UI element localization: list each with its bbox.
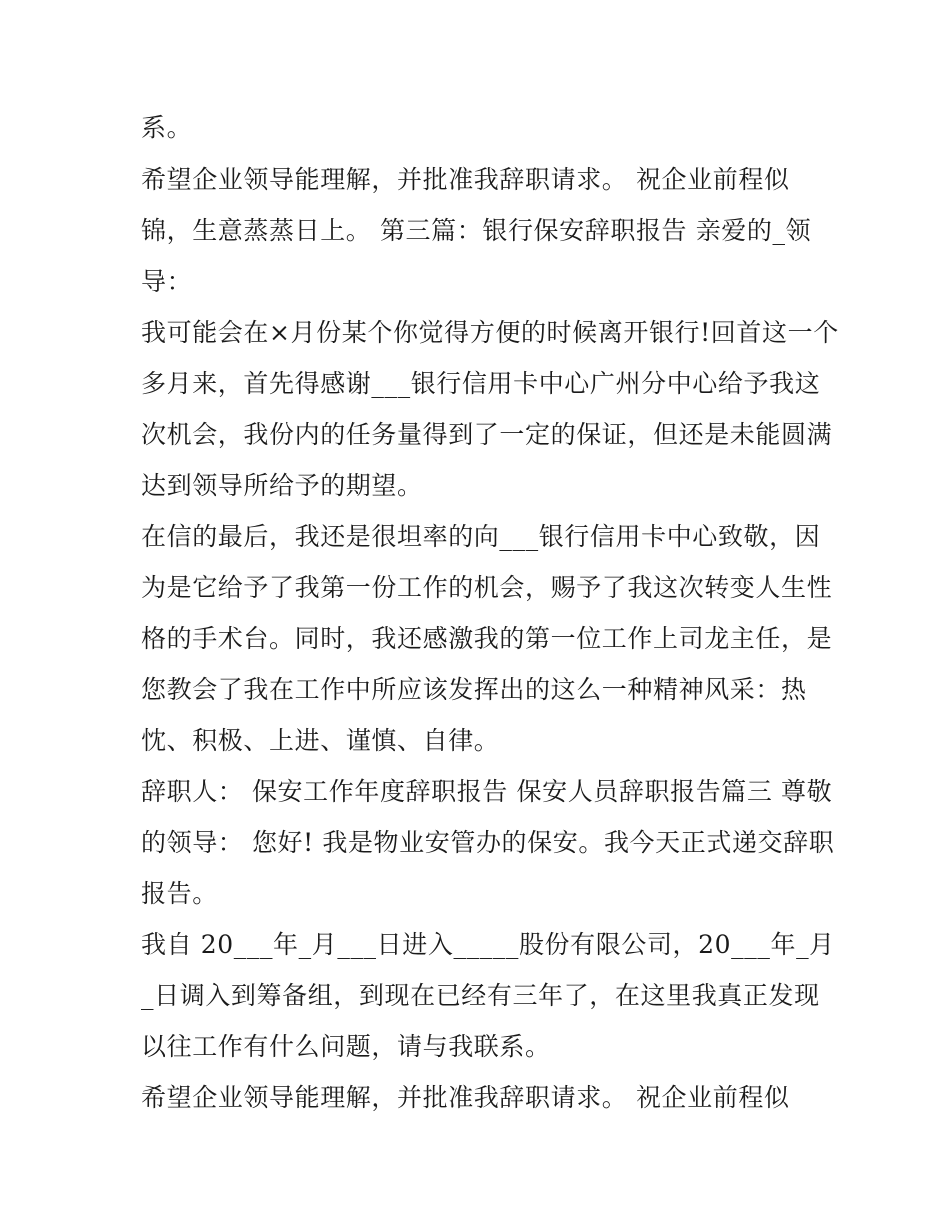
text-line: 达到领导所给予的期望。 [141,471,423,500]
text-line: 的领导： 您好! 我是物业安管办的保安。我今天正式递交辞职 [141,828,835,857]
text-line: 多月来，首先得感谢___银行信用卡中心广州分中心给予我这 [141,369,821,398]
text-line: 在信的最后，我还是很坦率的向___银行信用卡中心致敬，因 [141,522,821,551]
text-line: 次机会，我份内的任务量得到了一定的保证，但还是未能圆满 [141,420,833,449]
text-line: 希望企业领导能理解，并批准我辞职请求。 祝企业前程似 [141,1083,790,1112]
text-line: 格的手术台。同时，我还感激我的第一位工作上司龙主任，是 [141,624,833,653]
text-line: 报告。 [141,879,218,908]
text-line: 辞职人： 保安工作年度辞职报告 保安人员辞职报告篇三 尊敬 [141,777,833,806]
text-line: 我可能会在×月份某个你觉得方便的时候离开银行!回首这一个 [141,318,839,347]
text-line: _日调入到筹备组，到现在已经有三年了，在这里我真正发现 [141,981,820,1010]
text-line: 锦，生意蒸蒸日上。 第三篇：银行保安辞职报告 亲爱的_领 [141,216,812,245]
text-line: 忱、积极、上进、谨慎、自律。 [141,726,500,755]
text-line: 我自 20___年_月___日进入_____股份有限公司，20___年_月 [141,930,835,959]
text-line: 为是它给予了我第一份工作的机会，赐予了我这次转变人生性 [141,573,833,602]
text-line: 以往工作有什么问题，请与我联系。 [141,1032,551,1061]
text-line: 您教会了我在工作中所应该发挥出的这么一种精神风采：热 [141,675,807,704]
text-line: 系。 [141,113,193,142]
text-line: 希望企业领导能理解，并批准我辞职请求。 祝企业前程似 [141,165,790,194]
text-line: 导： [141,267,193,296]
